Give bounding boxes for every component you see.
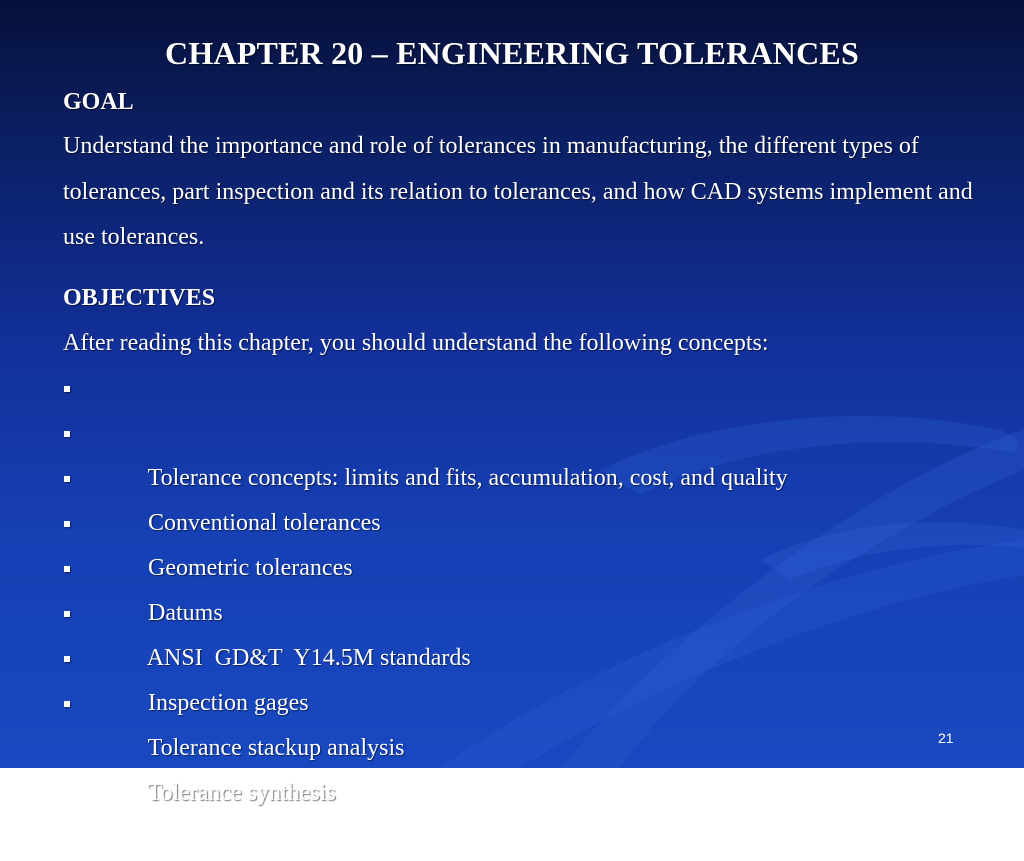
goal-heading: GOAL [63, 89, 134, 115]
square-bullet-icon [64, 431, 70, 437]
square-bullet-icon [64, 566, 70, 572]
objective-item-text: Inspection gages [148, 690, 309, 716]
objective-item-text: Tolerance concepts: limits and fits, accumulation, cost, and quality [147, 465, 788, 491]
square-bullet-icon [64, 701, 70, 707]
goal-text: Understand the importance and role of tolerances in manufacturing, the different types of tolerances, part inspection and its relation to tolerances, and how CAD systems implement and use tolerances. [63, 133, 973, 250]
square-bullet-icon [64, 611, 70, 617]
objective-item-text: Tolerance synthesis [147, 780, 336, 806]
page-number: 21 [938, 730, 954, 746]
objective-item-text: Datums [148, 600, 223, 626]
square-bullet-icon [64, 656, 70, 662]
square-bullet-icon [64, 386, 70, 392]
objective-item [63, 366, 788, 491]
square-bullet-icon [64, 521, 70, 527]
objective-item-text: ANSI GD&T Y14.5M standards [146, 645, 471, 671]
objectives-intro: After reading this chapter, you should understand the following concepts: [63, 330, 769, 356]
objective-item-text: Tolerance stackup analysis [147, 735, 405, 761]
objectives-heading: OBJECTIVES [63, 285, 216, 311]
objective-item-text: Conventional tolerances [148, 510, 381, 536]
objectives-list [63, 366, 788, 806]
square-bullet-icon [64, 476, 70, 482]
slide-title: CHAPTER 20 – ENGINEERING TOLERANCES [165, 35, 859, 71]
objective-item-text: Geometric tolerances [148, 555, 353, 581]
